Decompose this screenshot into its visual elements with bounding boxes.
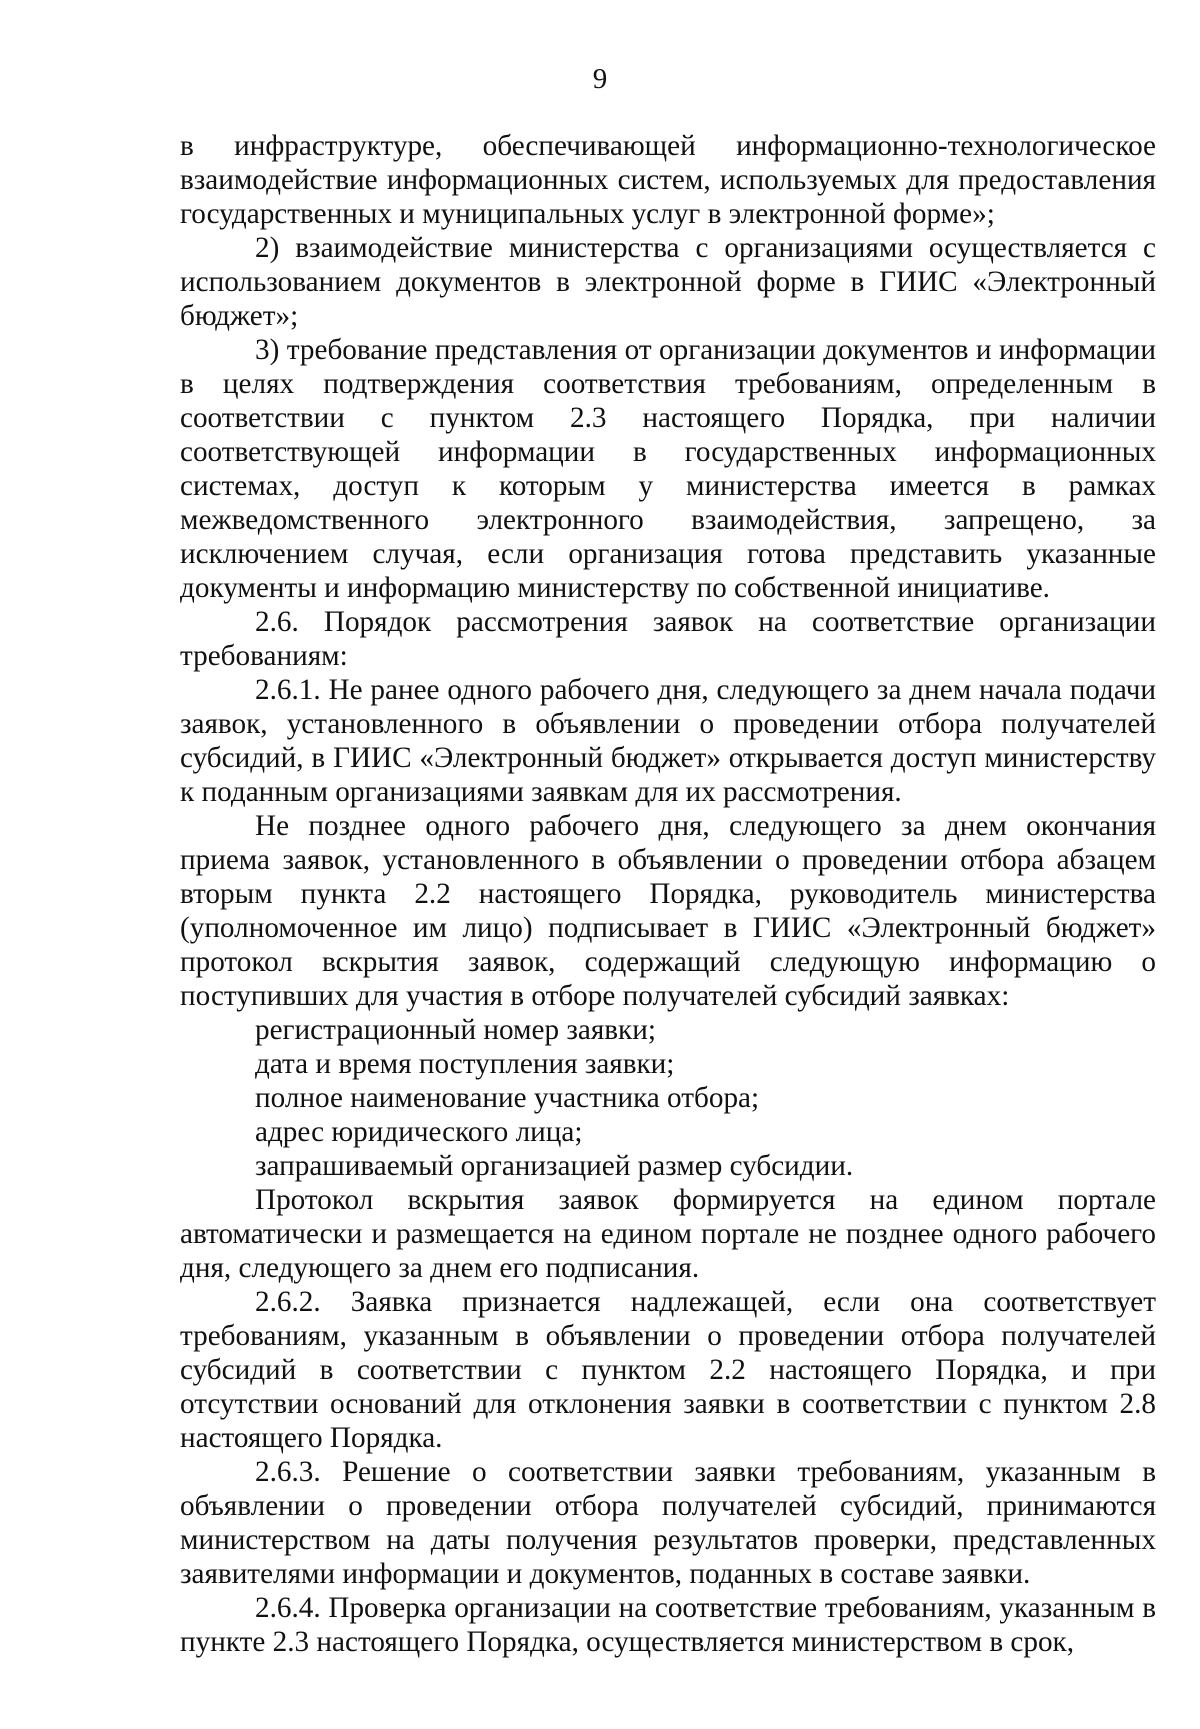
paragraph-section-2-6-1: 2.6.1. Не ранее одного рабочего дня, следующего за днем начала подачи заявок, установленного в объявлении о проведении отбора получателей субсидий, в ГИИС «Электронный бюджет» открывается доступ министерству к поданным организациями заявкам для их рассмотрения. <box>180 674 1156 808</box>
document-body <box>180 129 1156 1659</box>
page-number: 9 <box>592 63 608 95</box>
paragraph-section-2-6: 2.6. Порядок рассмотрения заявок на соответствие организации требованиям: <box>180 606 1156 672</box>
paragraph-item-2: 2) взаимодействие министерства с организациями осуществляется с использованием документов в электронной форме в ГИИС «Электронный бюджет»; <box>180 232 1156 332</box>
paragraph-section-2-6-2: 2.6.2. Заявка признается надлежащей, если она соответствует требованиям, указанным в объявлении о проведении отбора получателей субсидий в соответствии с пунктом 2.2 настоящего Порядка, и при отсутствии оснований для отклонения заявки в соответствии с пунктом 2.8 настоящего Порядка. <box>180 1286 1156 1454</box>
paragraph-section-2-6-3: 2.6.3. Решение о соответствии заявки требованиям, указанным в объявлении о проведении отбора получателей субсидий, принимаются министерством на даты получения результатов проверки, представленных заявителями информации и документов, поданных в составе заявки. <box>180 1456 1156 1590</box>
paragraph-protocol-publication: Протокол вскрытия заявок формируется на едином портале автоматически и размещается на едином портале не позднее одного рабочего дня, следующего за днем его подписания. <box>180 1184 1156 1284</box>
paragraph-item-3: 3) требование представления от организации документов и информации в целях подтверждения соответствия требованиям, определенным в соответствии с пунктом 2.3 настоящего Порядка, при наличии соответствующей информации в государственных информационных системах, доступ к которым у министерства имеется в рамках межведомственного электронного взаимодействия, запрещено, за исключением случая, если организация готова представить указанные документы и информацию министерству по собственной инициативе. <box>180 334 1156 604</box>
list-item: полное наименование участника отбора; <box>255 1082 760 1114</box>
list-item: адрес юридического лица; <box>255 1116 583 1148</box>
list-item: регистрационный номер заявки; <box>255 1014 656 1046</box>
list-item: дата и время поступления заявки; <box>255 1048 675 1080</box>
paragraph-protocol-signing: Не позднее одного рабочего дня, следующего за днем окончания приема заявок, установленного в объявлении о проведении отбора абзацем вторым пункта 2.2 настоящего Порядка, руководитель министерства (уполномоченное им лицо) подписывает в ГИИС «Электронный бюджет» протокол вскрытия заявок, содержащий следующую информацию о поступивших для участия в отборе получателей субсидий заявках: <box>180 810 1156 1012</box>
paragraph-continuation: в инфраструктуре, обеспечивающей информационно-технологическое взаимодействие информационных систем, используемых для предоставления государственных и муниципальных услуг в электронной форме»; <box>180 130 1156 230</box>
paragraph-section-2-6-4: 2.6.4. Проверка организации на соответствие требованиям, указанным в пункте 2.3 настоящего Порядка, осуществляется министерством в срок, <box>180 1592 1156 1658</box>
list-item: запрашиваемый организацией размер субсидии. <box>255 1150 854 1182</box>
